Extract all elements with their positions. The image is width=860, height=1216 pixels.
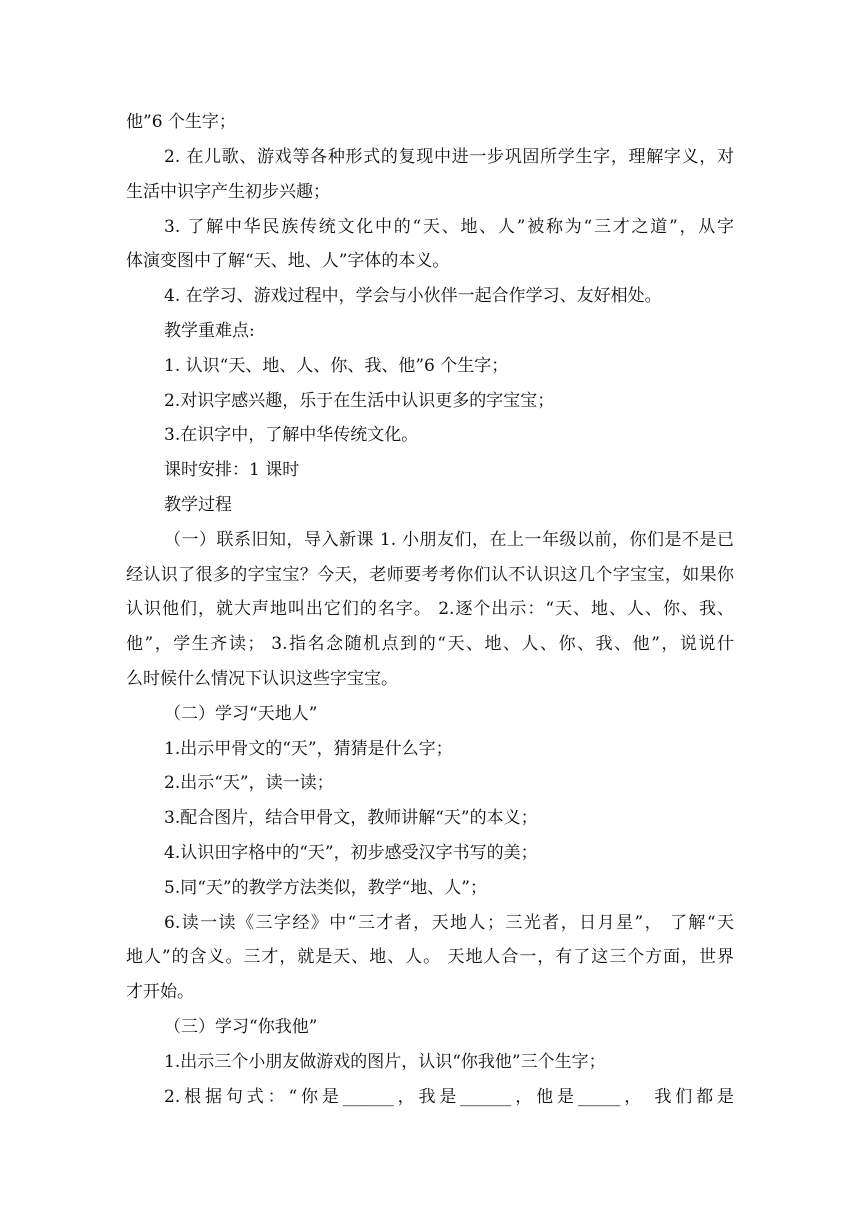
text-line: 2.对识字感兴趣，乐于在生活中认识更多的字宝宝；: [164, 391, 555, 411]
text-line: 1.出示甲骨文的“天”，猜猜是什么字；: [164, 739, 453, 759]
text-line: 2.出示“天”，读一读；: [164, 773, 334, 793]
text-line: 1.出示三个小朋友做游戏的图片，认识“你我他”三个生字；: [164, 1052, 606, 1072]
text-line: 2. 在儿歌、游戏等各种形式的复现中进一步巩固所学生字，理解字义，对: [164, 147, 734, 167]
text-line: 3.配合图片，结合甲骨文，教师讲解“天”的本义；: [164, 808, 538, 828]
text-line: 课时安排：1 课时: [164, 460, 300, 480]
text-line: 2.根据句式：“你是______，我是______，他是_____， 我们都是: [164, 1087, 734, 1107]
subsection-heading: （二）学习“天地人”: [164, 704, 318, 724]
text-line: 么时候什么情况下认识这些字宝宝。: [126, 669, 398, 689]
text-line: 5.同“天”的教学方法类似，教学“地、人”；: [164, 878, 487, 898]
text-line: （一）联系旧知，导入新课 1. 小朋友们，在上一年级以前，你们是不是已: [164, 530, 734, 550]
text-line: 认识他们，就大声地叫出它们的名字。 2.逐个出示：“天、地、人、你、我、: [126, 599, 734, 619]
text-line: 3. 了解中华民族传统文化中的“天、地、人”被称为“三才之道”，从字: [164, 217, 734, 237]
text-line: 经认识了很多的字宝宝？今天，老师要考考你们认不认识这几个字宝宝，如果你: [126, 565, 734, 585]
text-line: 他”，学生齐读； 3.指名念随机点到的“天、地、人、你、我、他”，说说什: [126, 634, 734, 654]
text-line: 6.读一读《三字经》中“三才者，天地人；三光者，日月星”， 了解“天: [164, 913, 734, 933]
text-line: 才开始。: [126, 982, 194, 1002]
text-line: 地人”的含义。三才，就是天、地、人。 天地人合一，有了这三个方面，世界: [126, 947, 734, 967]
section-heading: 教学过程: [164, 495, 232, 515]
text-line: 3.在识字中，了解中华传统文化。: [164, 425, 419, 445]
text-line: 1. 认识“天、地、人、你、我、他”6 个生字；: [164, 356, 509, 376]
text-line: 4. 在学习、游戏过程中，学会与小伙伴一起合作学习、友好相处。: [164, 286, 662, 306]
text-line: 4.认识田字格中的“天”，初步感受汉字书写的美；: [164, 843, 538, 863]
text-line: 体演变图中了解“天、地、人”字体的本义。: [126, 251, 450, 271]
subsection-heading: （三）学习“你我他”: [164, 1017, 318, 1037]
section-heading: 教学重难点:: [164, 321, 255, 341]
text-line: 他”6 个生字；: [126, 112, 236, 132]
text-line: 生活中识字产生初步兴趣；: [126, 182, 330, 202]
